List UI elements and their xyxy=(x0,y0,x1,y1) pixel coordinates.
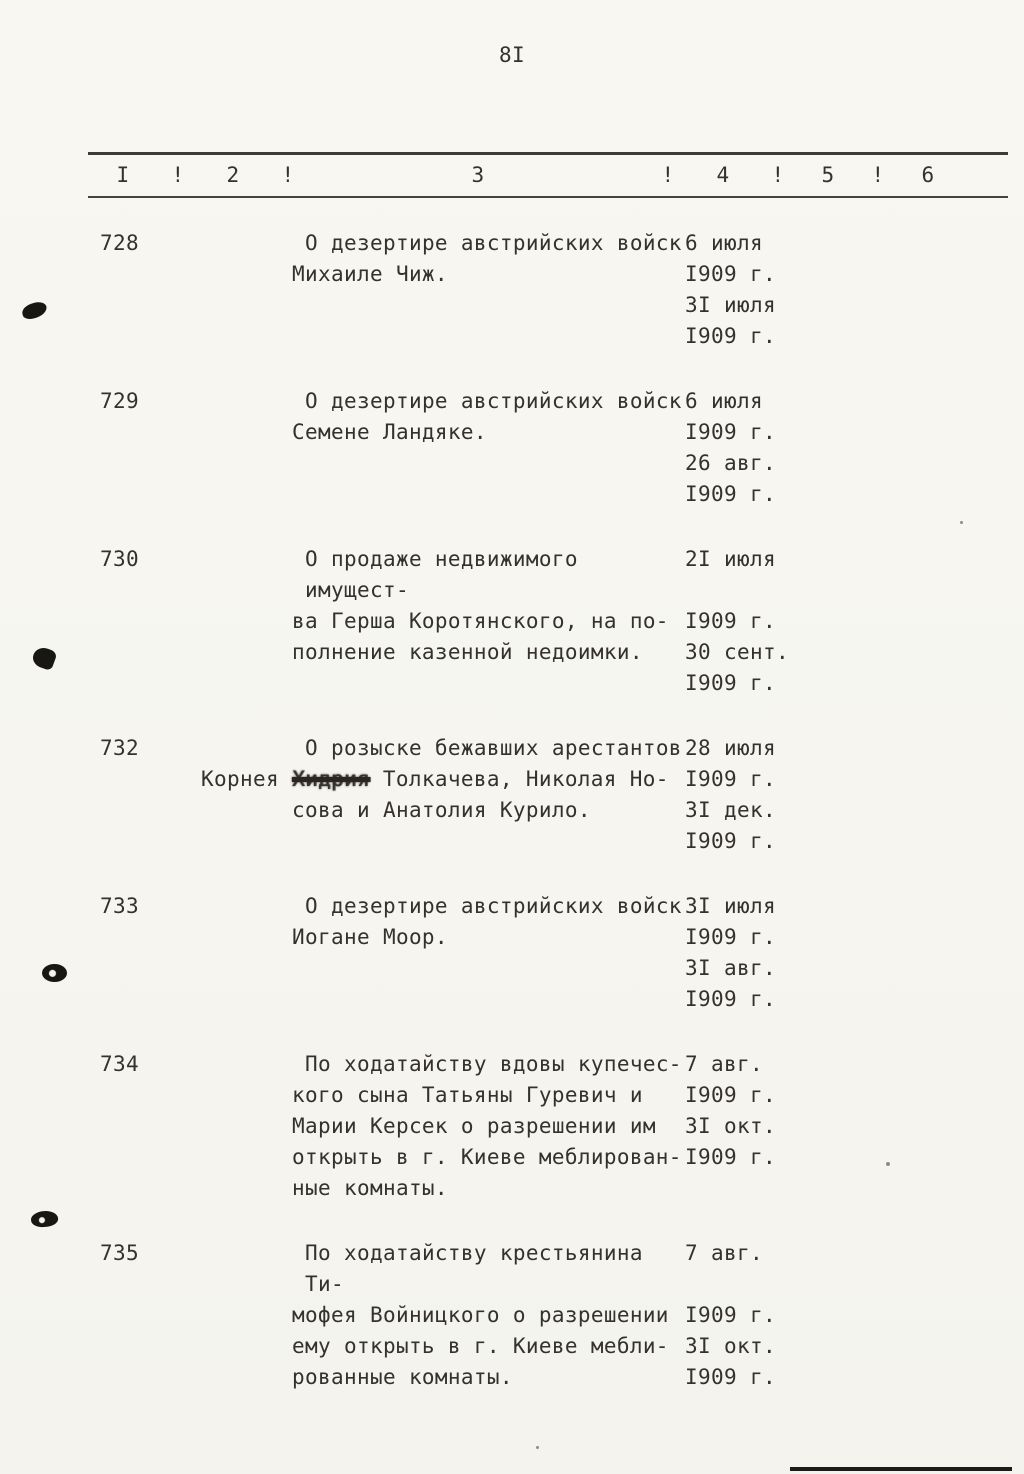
entry-line xyxy=(292,228,776,259)
entry-line xyxy=(292,321,776,352)
entry-line xyxy=(292,795,776,826)
text-segment: О продаже недвижимого имущест- xyxy=(305,547,591,602)
entry-number: 734 xyxy=(100,1052,139,1076)
table-row-733 xyxy=(0,891,1024,1015)
column-header-1: I xyxy=(116,163,130,187)
scan-edge-mark xyxy=(790,1467,1012,1471)
entry-line xyxy=(292,448,776,479)
entry-content xyxy=(292,386,776,510)
text-segment: Михаиле Чиж. xyxy=(292,262,448,286)
text-segment: мофея Войницкого о разрешении xyxy=(292,1303,669,1327)
entry-description-line xyxy=(305,1049,685,1080)
text-segment: открыть в г. Киеве меблирован- xyxy=(292,1145,682,1169)
column-header-4: 4 xyxy=(716,163,730,187)
entry-description-line xyxy=(292,417,685,448)
column-header-6: 6 xyxy=(921,163,935,187)
entry-line xyxy=(292,1142,776,1173)
entry-date-line: 3I дек. xyxy=(685,798,776,822)
text-segment: кого сына Татьяны Гуревич и xyxy=(292,1083,643,1107)
entry-number: 729 xyxy=(100,389,139,413)
struck-text: Хидрия xyxy=(291,767,370,791)
text-segment: Иогане Моор. xyxy=(292,925,448,949)
text-segment: По ходатайству крестьянина Ти- xyxy=(305,1241,656,1296)
column-header-5: 5 xyxy=(821,163,835,187)
text-segment: Толкачева, Николая Но- xyxy=(369,767,669,791)
entry-line xyxy=(292,826,776,857)
entry-date-line: I909 г. xyxy=(685,609,776,633)
entry-description-line xyxy=(292,795,685,826)
entry-line xyxy=(292,922,776,953)
entry-description-line xyxy=(292,290,685,321)
column-separator: ! xyxy=(771,163,785,187)
entry-description-line xyxy=(292,953,685,984)
entry-date-line: I909 г. xyxy=(685,1145,776,1169)
entry-description-line xyxy=(292,606,685,637)
scan-speck xyxy=(960,521,963,524)
entries-list xyxy=(0,228,1024,1393)
entry-content xyxy=(292,228,776,352)
entry-date-line: 3I авг. xyxy=(685,956,776,980)
entry-description-line xyxy=(292,1111,685,1142)
column-header-2: 2 xyxy=(226,163,240,187)
entry-description-line xyxy=(292,259,685,290)
entry-content xyxy=(292,1049,776,1204)
entry-description-line xyxy=(305,891,685,922)
text-segment: Корнея xyxy=(201,767,292,791)
entry-date-line: 30 сент. xyxy=(685,640,789,664)
text-segment: ва Герша Коротянского, на по- xyxy=(292,609,669,633)
entry-description-line xyxy=(292,1331,685,1362)
entry-date-line: I909 г. xyxy=(685,987,776,1011)
table-row-732 xyxy=(0,733,1024,857)
text-segment: О дезертире австрийских войск xyxy=(305,231,682,255)
table-header xyxy=(88,152,1008,198)
entry-description-line xyxy=(292,321,685,352)
entry-description-line xyxy=(305,228,685,259)
entry-date-line: I909 г. xyxy=(685,420,776,444)
entry-line xyxy=(292,733,776,764)
entry-content xyxy=(292,544,789,699)
ink-blot xyxy=(42,964,67,982)
entry-number: 732 xyxy=(100,736,139,760)
entry-date-line: I909 г. xyxy=(685,1365,776,1389)
entry-line xyxy=(292,953,776,984)
text-segment: ные комнаты. xyxy=(292,1176,448,1200)
entry-line xyxy=(292,637,789,668)
entry-line xyxy=(292,1049,776,1080)
entry-description-line xyxy=(201,764,685,795)
page-number: 8I xyxy=(499,43,525,67)
column-header-3: 3 xyxy=(471,163,485,187)
entry-line xyxy=(292,1111,776,1142)
entry-description-line xyxy=(292,448,685,479)
entry-line xyxy=(292,1300,776,1331)
entry-date-line: 3I июля xyxy=(685,894,776,918)
table-row-730 xyxy=(0,544,1024,699)
entry-line xyxy=(292,479,776,510)
entry-line xyxy=(292,984,776,1015)
entry-date-line: I909 г. xyxy=(685,324,776,348)
entry-date-line: 28 июля xyxy=(685,736,776,760)
column-separator: ! xyxy=(871,163,885,187)
entry-number: 728 xyxy=(100,231,139,255)
entry-content xyxy=(292,891,776,1015)
entry-line xyxy=(292,1331,776,1362)
table-row-729 xyxy=(0,386,1024,510)
text-segment: ему открыть в г. Киеве мебли- xyxy=(292,1334,669,1358)
entry-date-line: 6 июля xyxy=(685,231,763,255)
entry-date-line: I909 г. xyxy=(685,1303,776,1327)
entry-line xyxy=(201,764,776,795)
entry-date-line: I909 г. xyxy=(685,262,776,286)
column-separator: ! xyxy=(281,163,295,187)
entry-line xyxy=(292,290,776,321)
entry-date-line: 2I июля xyxy=(685,547,776,571)
entry-date-line: 26 авг. xyxy=(685,451,776,475)
entry-content xyxy=(201,733,776,857)
entry-line xyxy=(292,1238,776,1300)
text-segment: Марии Керсек о разрешении им xyxy=(292,1114,656,1138)
text-segment: полнение казенной недоимки. xyxy=(292,640,643,664)
text-segment: По ходатайству вдовы купечес- xyxy=(305,1052,682,1076)
entry-date-line: I909 г. xyxy=(685,671,776,695)
entry-line xyxy=(292,1173,776,1204)
entry-line xyxy=(292,891,776,922)
text-segment: О розыске бежавших арестантов xyxy=(305,736,682,760)
entry-description-line xyxy=(305,544,685,606)
entry-date-line: I909 г. xyxy=(685,925,776,949)
text-segment: О дезертире австрийских войск xyxy=(305,894,682,918)
entry-description-line xyxy=(292,637,685,668)
entry-line xyxy=(292,259,776,290)
column-separator: ! xyxy=(661,163,675,187)
entry-description-line xyxy=(292,1173,685,1204)
entry-description-line xyxy=(292,1080,685,1111)
text-segment: Семене Ландяке. xyxy=(292,420,487,444)
entry-description-line xyxy=(292,1362,685,1393)
entry-date-line: 3I окт. xyxy=(685,1334,776,1358)
table-row-728 xyxy=(0,228,1024,352)
scan-speck xyxy=(886,1162,890,1166)
entry-line xyxy=(292,606,789,637)
table-row-735 xyxy=(0,1238,1024,1393)
entry-content xyxy=(292,1238,776,1393)
table-row-734 xyxy=(0,1049,1024,1204)
entry-date-line: I909 г. xyxy=(685,767,776,791)
entry-number: 733 xyxy=(100,894,139,918)
text-segment: рованные комнаты. xyxy=(292,1365,513,1389)
entry-description-line xyxy=(292,479,685,510)
entry-date-line: I909 г. xyxy=(685,1083,776,1107)
column-separator: ! xyxy=(171,163,185,187)
entry-description-line xyxy=(292,668,685,699)
entry-description-line xyxy=(292,922,685,953)
entry-line xyxy=(292,544,789,606)
entry-description-line xyxy=(292,1300,685,1331)
entry-number: 735 xyxy=(100,1241,139,1265)
entry-date-line: 3I июля xyxy=(685,293,776,317)
entry-line xyxy=(292,417,776,448)
entry-description-line xyxy=(305,386,685,417)
entry-date-line: 7 авг. xyxy=(685,1241,763,1265)
text-segment: сова и Анатолия Курило. xyxy=(292,798,591,822)
entry-number: 730 xyxy=(100,547,139,571)
entry-description-line xyxy=(292,1142,685,1173)
entry-date-line: 3I окт. xyxy=(685,1114,776,1138)
entry-date-line: 6 июля xyxy=(685,389,763,413)
entry-description-line xyxy=(292,984,685,1015)
entry-line xyxy=(292,386,776,417)
entry-description-line xyxy=(305,1238,685,1300)
entry-date-line: I909 г. xyxy=(685,829,776,853)
entry-line xyxy=(292,1362,776,1393)
entry-line xyxy=(292,1080,776,1111)
entry-date-line: I909 г. xyxy=(685,482,776,506)
text-segment: О дезертире австрийских войск xyxy=(305,389,682,413)
entry-date-line: 7 авг. xyxy=(685,1052,763,1076)
entry-line xyxy=(292,668,789,699)
entry-description-line xyxy=(305,733,685,764)
entry-description-line xyxy=(292,826,685,857)
scan-speck xyxy=(536,1446,539,1449)
